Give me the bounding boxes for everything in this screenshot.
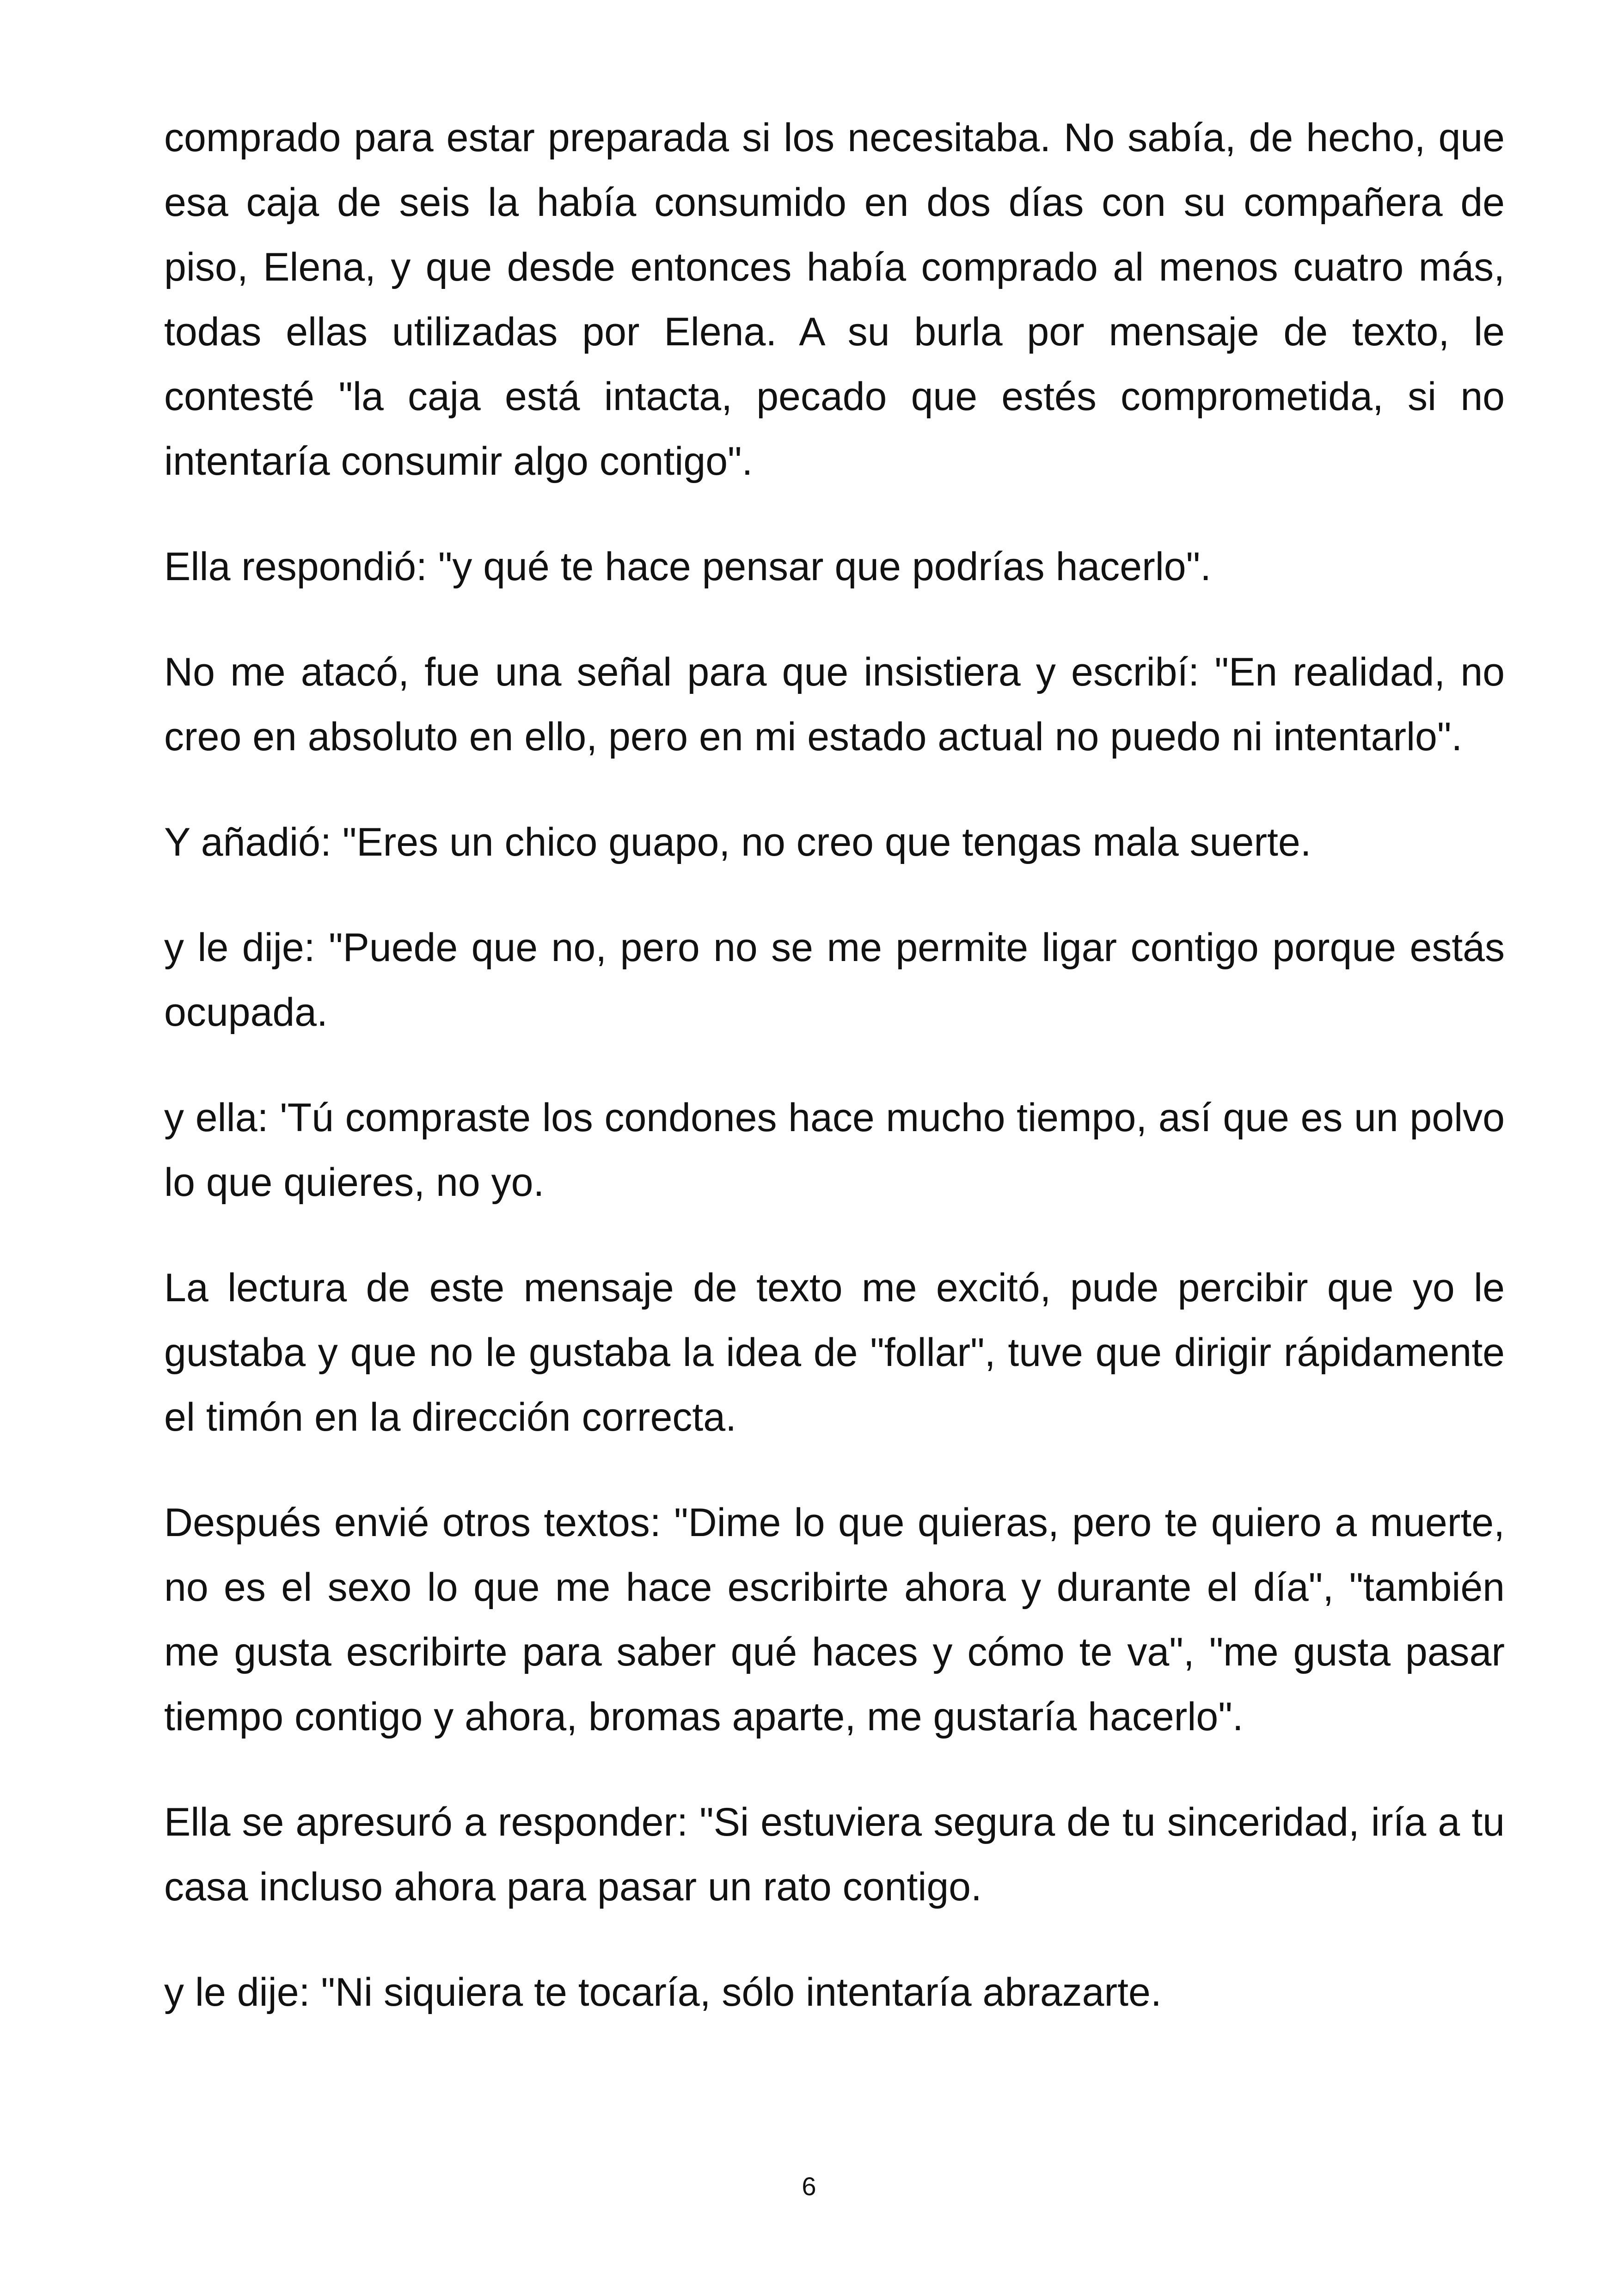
- paragraph: comprado para estar preparada si los necesitaba. No sabía, de hecho, que esa caja de seis la había consumido en dos días con su compañera de piso, Elena, y que desde entonces había comprado al menos cuatro más, todas ellas utilizadas por Elena. A su burla por mensaje de texto, le contesté "la caja está intacta, pecado que estés comprometida, si no intentaría consumir algo contigo".: [164, 116, 1505, 484]
- paragraph: Ella se apresuró a responder: "Si estuviera segura de tu sinceridad, iría a tu casa incluso ahora para pasar un rato contigo.: [164, 1800, 1505, 1909]
- body-text: [164, 105, 1505, 2065]
- paragraph: y ella: 'Tú compraste los condones hace mucho tiempo, así que es un polvo lo que quieres, no yo.: [164, 1096, 1505, 1205]
- paragraph: Ella respondió: "y qué te hace pensar que podrías hacerlo".: [164, 545, 1212, 589]
- paragraph: La lectura de este mensaje de texto me excitó, pude percibir que yo le gustaba y que no le gustaba la idea de "follar", tuve que dirigir rápidamente el timón en la dirección correcta.: [164, 1266, 1505, 1439]
- paragraph: No me atacó, fue una señal para que insistiera y escribí: "En realidad, no creo en absoluto en ello, pero en mi estado actual no puedo ni intentarlo".: [164, 650, 1505, 759]
- page-number: 6: [802, 2172, 816, 2201]
- paragraph: y le dije: "Ni siquiera te tocaría, sólo intentaría abrazarte.: [164, 1970, 1162, 2014]
- paragraph: Después envié otros textos: "Dime lo que quieras, pero te quiero a muerte, no es el sexo lo que me hace escribirte ahora y durante el día", "también me gusta escribirte para saber qué haces y cómo te va", "me gusta pasar tiempo contigo y ahora, bromas aparte, me gustaría hacerlo".: [164, 1500, 1505, 1739]
- paragraph: Y añadió: "Eres un chico guapo, no creo que tengas mala suerte.: [164, 820, 1312, 864]
- paragraph: y le dije: "Puede que no, pero no se me permite ligar contigo porque estás ocupada.: [164, 925, 1505, 1035]
